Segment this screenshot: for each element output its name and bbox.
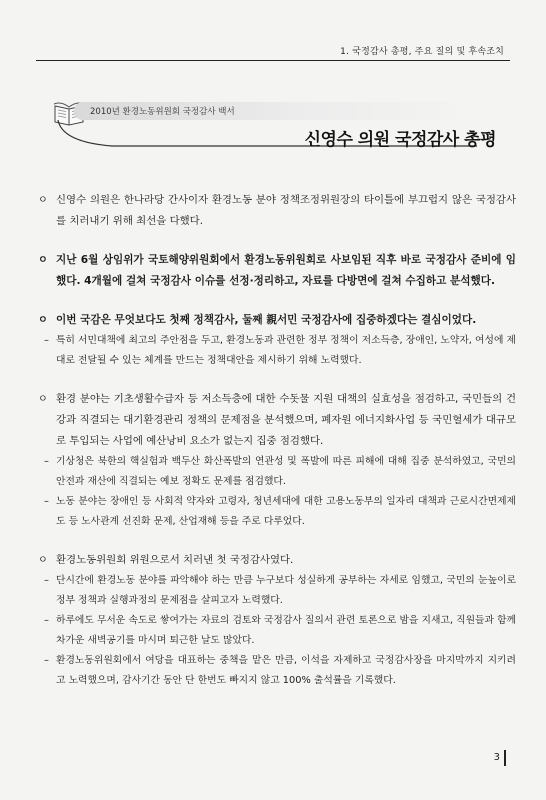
body-content [38, 190, 516, 709]
sub-item-text: 기상청은 북한의 핵실험과 백두산 화산폭발의 연관성 및 폭발에 따른 피해에 대해 집중 분석하였고, 국민의 안전과 재산에 직결되는 예보 정확도 문제를 점검했다. [56, 456, 516, 487]
sub-item-text: 하루에도 무서운 속도로 쌓여가는 자료의 검토와 국정감사 질의서 관련 토론으로 밤을 지새고, 직원들과 함께 차가운 새벽공기를 마시며 퇴근한 날도 많았다. [56, 615, 517, 646]
paragraph-text: 이번 국감은 무엇보다도 첫째 정책감사, 둘째 親서민 국정감사에 집중하겠다는 결심이었다. [56, 314, 477, 326]
paragraph-text: 환경노동위원회 위원으로서 치러낸 첫 국정감사였다. [56, 554, 294, 566]
paragraph [38, 550, 516, 571]
sub-item [38, 452, 516, 492]
paragraph [38, 310, 516, 331]
sub-item [38, 331, 516, 371]
paragraph [38, 250, 516, 292]
paragraph-text: 신영수 의원은 한나라당 간사이자 환경노동 분야 정책조정위원장의 타이틀에 부끄럽지 않은 국정감사를 치러내기 위해 최선을 다했다. [56, 194, 516, 227]
section-title: 신영수 의원 국정감사 총평 [304, 130, 496, 150]
paragraph-text: 지난 6월 상임위가 국토해양위원회에서 환경노동위원회로 사보임된 직후 바로 국정감사 준비에 임했다. 4개월에 걸쳐 국정감사 이슈를 선정·정리하고, 자료를 다방면에 걸쳐 수집하고 분석했다. [56, 254, 516, 287]
sub-item-dash: – [44, 456, 49, 467]
sub-item-text: 특히 서민대책에 최고의 주안점을 두고, 환경노동과 관련한 정부 정책이 저소득층, 장애인, 노약자, 여성에 제대로 전달될 수 있는 체계를 만드는 정책대안을 제시하기 위해 노력했다. [56, 335, 516, 366]
sub-item-text: 노동 분야는 장애인 등 사회적 약자와 고령자, 청년세대에 대한 고용노동부의 일자리 대책과 근로시간면제제도 등 노사관계 선진화 문제, 산업재해 등을 주로 다루었다. [56, 496, 516, 527]
sub-item-dash: – [44, 496, 49, 507]
paragraph-text: 환경 분야는 기초생활수급자 등 저소득층에 대한 수돗물 지원 대책의 실효성을 점검하고, 국민들의 건강과 직결되는 대기환경관리 정책의 문제점을 분석했으며, 폐자원 에너지화사업 등 국민혈세가 대규모로 투입되는 사업에 예산낭비 요소가 없는지 집중 점검했다. [56, 393, 516, 447]
sub-item-text: 환경노동위원회에서 여당을 대표하는 중책을 맡은 만큼, 이석을 자제하고 국정감사장을 마지막까지 지키려고 노력했으며, 감사기간 동안 단 한번도 빠지지 않고 100% 출석률을 기록했다. [56, 655, 516, 686]
running-header: 1. 국정감사 총평, 주요 질의 및 후속조치 [340, 47, 504, 57]
paragraph-bullet: ㅇ [38, 255, 48, 266]
paragraph-bullet: ㅇ [38, 195, 48, 206]
page-number: 3 [493, 752, 500, 763]
paragraph [38, 190, 516, 232]
paragraph-bullet: ㅇ [38, 315, 48, 326]
paragraph [38, 389, 516, 452]
sub-list [38, 452, 516, 532]
sub-item-dash: – [44, 655, 49, 666]
sub-item-dash: – [44, 615, 49, 626]
paragraph-bullet: ㅇ [38, 555, 48, 566]
sub-list [38, 571, 516, 691]
sub-item-dash: – [44, 575, 49, 586]
page-number-tick [504, 750, 506, 766]
sub-item [38, 492, 516, 532]
sub-item [38, 651, 516, 691]
sub-list [38, 331, 516, 371]
series-title: 2010년 환경노동위원회 국정감사 백서 [90, 107, 235, 117]
sub-item-text: 단시간에 환경노동 분야를 파악해야 하는 만큼 누구보다 성실하게 공부하는 자세로 임했고, 국민의 눈높이로 정부 정책과 실행과정의 문제점을 살피고자 노력했다. [56, 575, 516, 606]
header-rule [36, 60, 510, 61]
sub-item [38, 611, 516, 651]
paragraph-bullet: ㅇ [38, 394, 48, 405]
sub-item [38, 571, 516, 611]
sub-item-dash: – [44, 335, 49, 346]
